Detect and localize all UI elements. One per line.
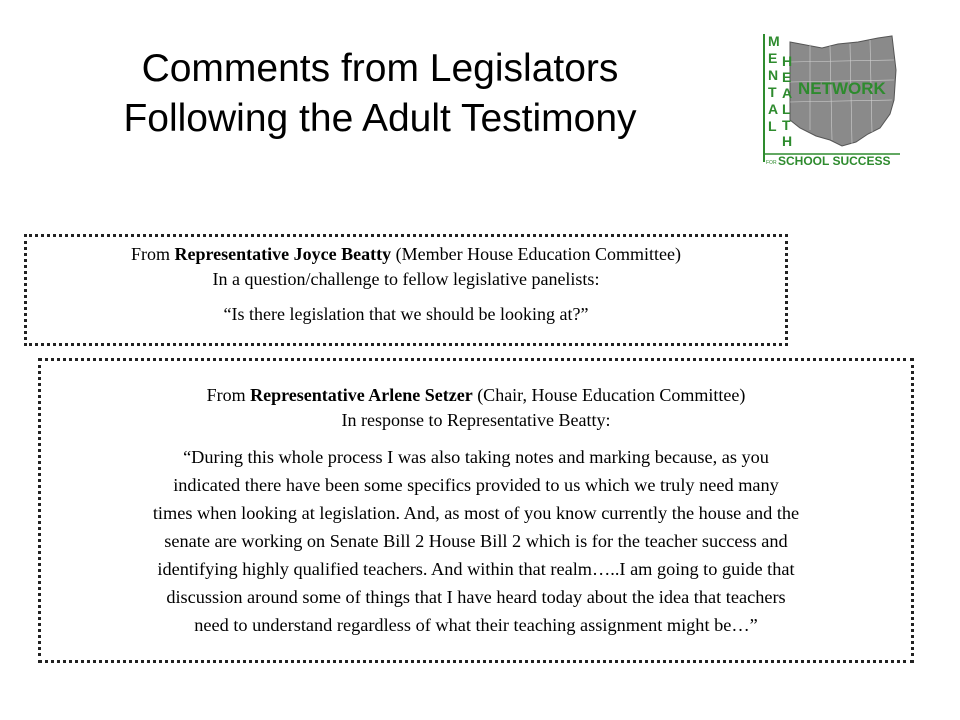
- attribution-prefix: From: [130, 244, 175, 264]
- setzer-quote: [41, 443, 911, 639]
- quote-line: times when looking at legislation. And, as most of you know currently the house and the: [152, 503, 800, 523]
- beatty-comment-box: [24, 234, 788, 346]
- logo-letter: A: [768, 101, 779, 117]
- logo-network-text: NETWORK: [798, 79, 886, 98]
- mental-health-network-logo: [760, 30, 910, 168]
- quote-line: discussion around some of things that I have heard today about the idea that teachers: [166, 587, 786, 607]
- logo-school-success-text: SCHOOL SUCCESS: [778, 154, 891, 168]
- logo-letter: A: [782, 85, 793, 101]
- speaker-role: (Member House Education Committee): [391, 244, 682, 264]
- logo-letter: E: [768, 50, 778, 66]
- setzer-attribution: [41, 383, 911, 408]
- beatty-attribution: [27, 242, 785, 267]
- quote-line: senate are working on Senate Bill 2 House Bill 2 which is for the teacher success and: [164, 531, 788, 551]
- speaker-name: Representative Joyce Beatty: [174, 244, 392, 264]
- logo-letter: L: [782, 101, 791, 117]
- setzer-comment-box: [38, 358, 914, 663]
- quote-line: need to understand regardless of what their teaching assignment might be…”: [194, 615, 758, 635]
- setzer-context: In response to Representative Beatty:: [341, 410, 611, 430]
- logo-letter: H: [782, 53, 793, 69]
- logo-letter: T: [768, 84, 777, 100]
- ohio-map-logo-graphic: [760, 30, 910, 168]
- speaker-name: Representative Arlene Setzer: [250, 385, 473, 405]
- beatty-quote: “Is there legislation that we should be looking at?”: [223, 304, 589, 324]
- quote-line: indicated there have been some specifics provided to us which we truly need many: [173, 475, 779, 495]
- logo-letter: N: [768, 67, 779, 83]
- logo-letter: H: [782, 133, 793, 149]
- logo-letter: T: [782, 117, 791, 133]
- slide-title-line-2: Following the Adult Testimony: [123, 97, 637, 140]
- logo-letter: M: [768, 33, 780, 49]
- logo-letter: L: [768, 118, 777, 134]
- slide-title-line-1: Comments from Legislators: [141, 47, 619, 90]
- logo-letter: E: [782, 69, 792, 85]
- quote-line: “During this whole process I was also taking notes and marking because, as you: [183, 447, 769, 467]
- attribution-prefix: From: [206, 385, 251, 405]
- beatty-context: In a question/challenge to fellow legislative panelists:: [212, 269, 600, 289]
- quote-line: identifying highly qualified teachers. And within that realm…..I am going to guide that: [157, 559, 795, 579]
- speaker-role: (Chair, House Education Committee): [472, 385, 746, 405]
- logo-for-text: FOR: [766, 160, 777, 166]
- slide-title: [20, 44, 740, 144]
